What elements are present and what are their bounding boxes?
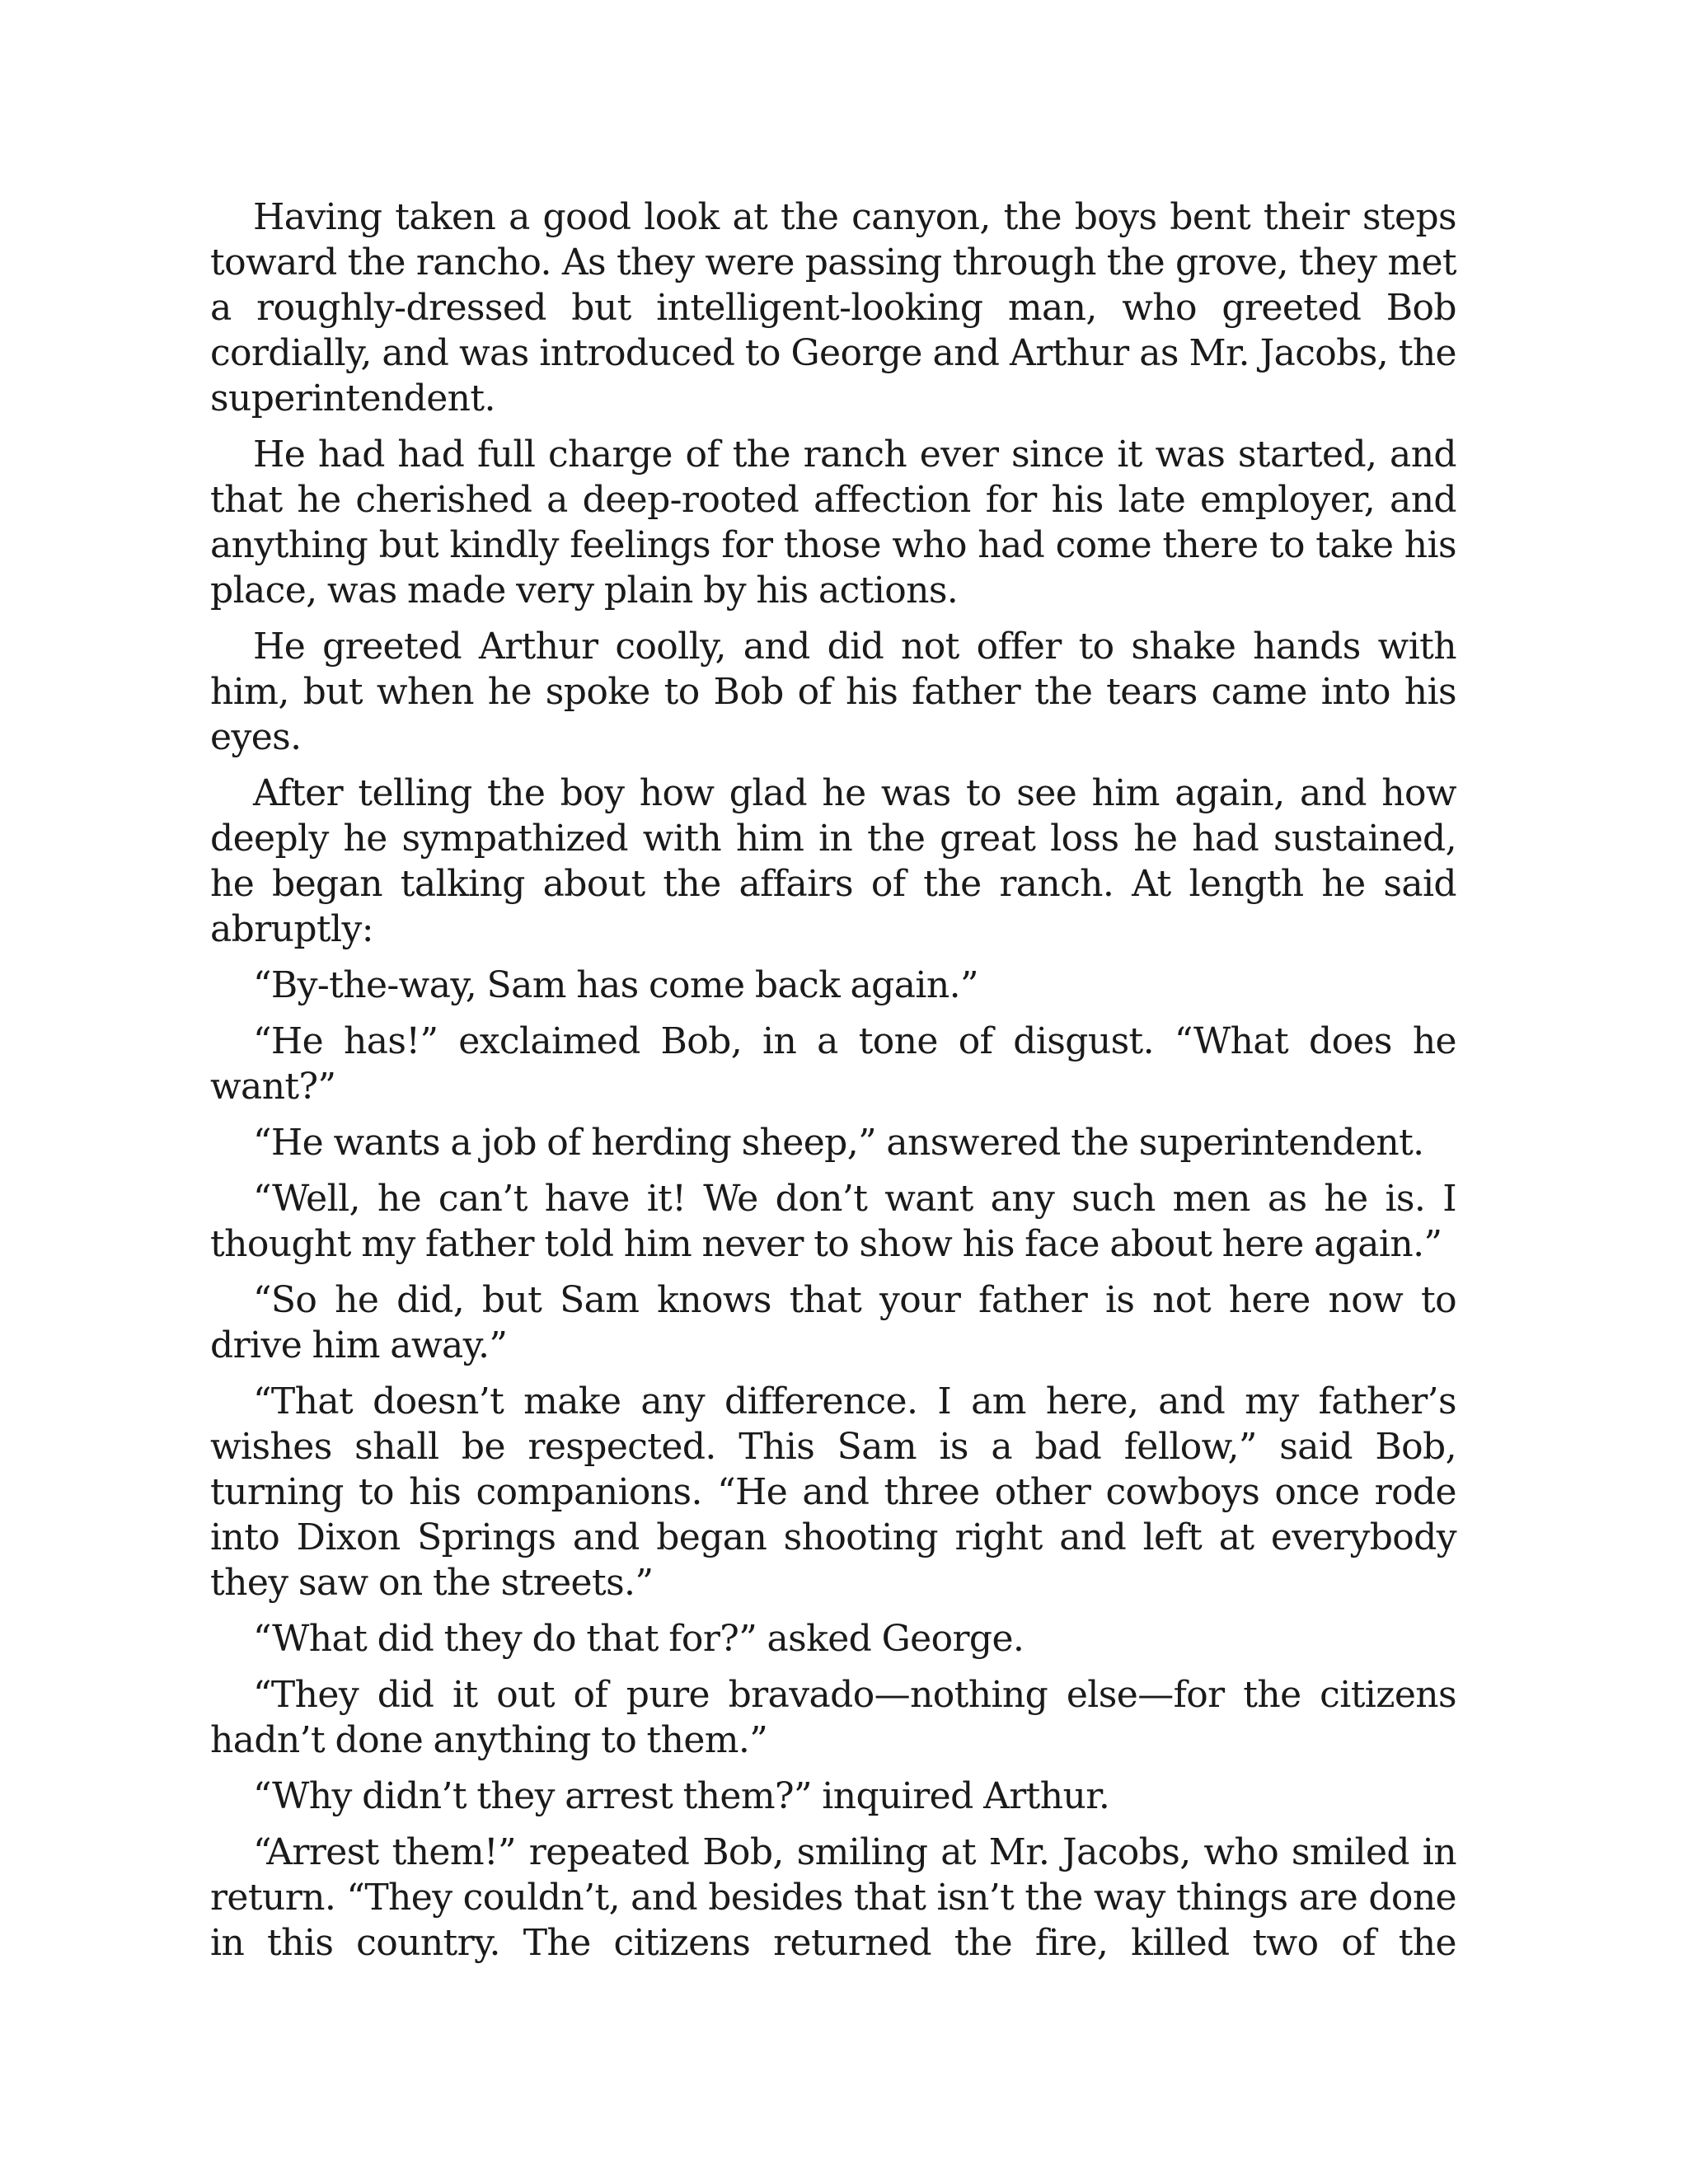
paragraph: “Arrest them!” repeated Bob, smiling at Mr. Jacobs, who smiled in return. “They couldn’t, and besides that isn’t the way things are done in this country. The citizens returned the fire, killed two of the [210, 1831, 1456, 1964]
paragraph: Having taken a good look at the canyon, the boys bent their steps toward the rancho. As they were passing through the grove, they met a roughly-dressed but intelligent-looking man, who greeted Bob cordially, and was introduced to George and Arthur as Mr. Jacobs, the superintendent. [210, 196, 1456, 419]
paragraph: “He wants a job of herding sheep,” answered the superintendent. [253, 1122, 1424, 1164]
paragraph: He greeted Arthur coolly, and did not offer to shake hands with him, but when he spoke to Bob of his father the tears came into his eyes. [210, 626, 1456, 758]
paragraph: “By-the-way, Sam has come back again.” [253, 964, 978, 1006]
paragraph: “They did it out of pure bravado—nothing else—for the citizens hadn’t done anything to them.” [210, 1674, 1456, 1761]
paragraph: “That doesn’t make any difference. I am here, and my father’s wishes shall be respected. This Sam is a bad fellow,” said Bob, turning to his companions. “He and three other cowboys once rode into Dixon Springs and began shooting right and left at everybody they saw on the streets.” [210, 1380, 1456, 1604]
paragraph: “He has!” exclaimed Bob, in a tone of disgust. “What does he want?” [210, 1020, 1456, 1108]
paragraph: He had had full charge of the ranch ever since it was started, and that he cherished a deep-rooted affection for his late employer, and anything but kindly feelings for those who had come there to take his place, was made very plain by his actions. [210, 434, 1456, 612]
paragraph: After telling the boy how glad he was to see him again, and how deeply he sympathized with him in the great loss he had sustained, he began talking about the affairs of the ranch. At length he said abruptly: [210, 772, 1456, 950]
book-page-text [210, 194, 1456, 1966]
paragraph: “Why didn’t they arrest them?” inquired Arthur. [253, 1775, 1110, 1817]
paragraph: “Well, he can’t have it! We don’t want any such men as he is. I thought my father told him never to show his face about here again.” [210, 1178, 1456, 1265]
paragraph: “So he did, but Sam knows that your father is not here now to drive him away.” [210, 1279, 1456, 1366]
paragraph: “What did they do that for?” asked George. [253, 1618, 1025, 1660]
